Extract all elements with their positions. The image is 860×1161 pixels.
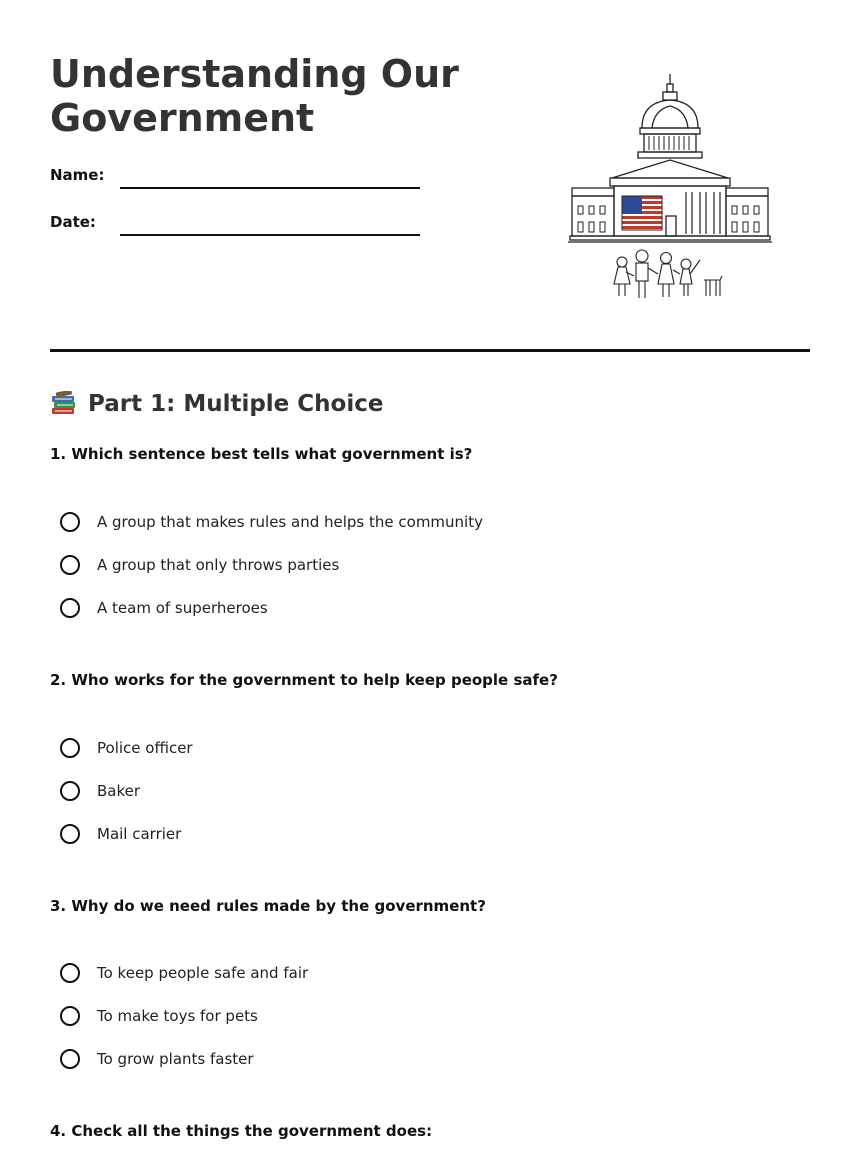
radio-button[interactable] [60,512,80,532]
date-label: Date: [50,213,96,231]
header-divider [50,349,810,352]
radio-button[interactable] [60,555,80,575]
option-label: Mail carrier [97,825,182,843]
option-label: To keep people safe and fair [97,964,309,982]
question-1-option-3[interactable] [60,595,268,621]
family-icon [614,250,722,298]
question-3-option-3[interactable] [60,1046,254,1072]
name-input-line[interactable] [120,187,420,189]
option-label: To make toys for pets [97,1007,258,1025]
question-3-option-1[interactable] [60,960,308,986]
page-title: Understanding Our Government [50,52,459,140]
radio-button[interactable] [60,598,80,618]
radio-button[interactable] [60,1006,80,1026]
date-input-line[interactable] [120,234,420,236]
radio-button[interactable] [60,824,80,844]
question-2-option-1[interactable] [60,735,193,761]
question-4: 4. Check all the things the government does: [50,1122,433,1140]
question-2: 2. Who works for the government to help keep people safe? [50,671,558,689]
option-label: A team of superheroes [97,599,268,617]
radio-button[interactable] [60,963,80,983]
question-2-option-2[interactable] [60,778,140,804]
option-label: To grow plants faster [97,1050,254,1068]
question-2-option-3[interactable] [60,821,181,847]
books-icon [50,391,78,417]
radio-button[interactable] [60,1049,80,1069]
section-title [50,388,383,420]
question-1-option-2[interactable] [60,552,339,578]
radio-button[interactable] [60,738,80,758]
question-3-option-2[interactable] [60,1003,258,1029]
question-3: 3. Why do we need rules made by the government? [50,897,486,915]
capitol-building-icon [566,70,772,306]
option-label: Baker [97,782,141,800]
radio-button[interactable] [60,781,80,801]
option-label: A group that only throws parties [97,556,340,574]
name-label: Name: [50,166,105,184]
option-label: Police officer [97,739,193,757]
section-title-text: Part 1: Multiple Choice [88,391,384,417]
question-1-option-1[interactable] [60,509,483,535]
question-1: 1. Which sentence best tells what government is? [50,445,473,463]
option-label: A group that makes rules and helps the community [97,513,483,531]
